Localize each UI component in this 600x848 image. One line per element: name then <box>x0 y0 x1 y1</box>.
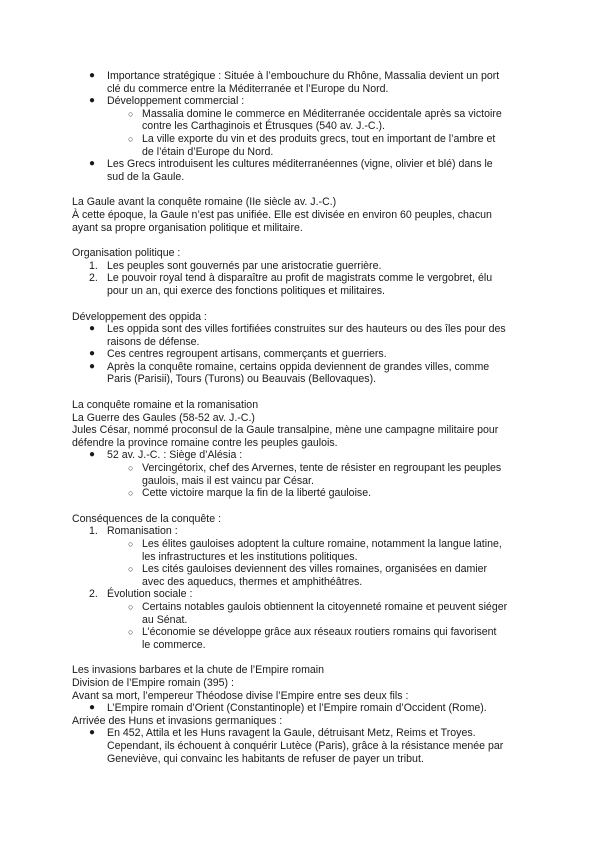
sub-list-item: ○ Les cités gauloises deviennent des villes romaines, organisées en damier avec des aqueducs, thermes et amphithéâtres. <box>128 563 488 588</box>
list-item: ● En 452, Attila et les Huns ravagent la Gaule, détruisant Metz, Reims et Troyes. Cependant, ils échouent à conquérir Lutèce (Paris), grâce à la résistance menée par Geneviève, qui convainc les habitants de refuser de payer un tribut. <box>89 727 504 765</box>
bullet-icon: ● <box>89 360 96 372</box>
list-item: ● Ces centres regroupent artisans, commerçants et guerriers. <box>89 348 387 361</box>
circle-bullet-icon: ○ <box>128 463 134 474</box>
circle-bullet-icon: ○ <box>128 627 134 638</box>
list-item: ● Les oppida sont des villes fortifiées construites sur des hauteurs ou des îles pour des raisons de défense. <box>89 323 506 348</box>
document-page <box>72 70 532 765</box>
section-heading: Les invasions barbares et la chute de l’Empire romain <box>72 664 325 677</box>
circle-bullet-icon: ○ <box>128 133 134 144</box>
oppida-list <box>72 323 532 386</box>
list-number: 2. <box>89 588 98 601</box>
list-item: ● L’Empire romain d’Orient (Constantinople) et l’Empire romain d’Occident (Rome). <box>89 702 487 715</box>
section-heading: Conséquences de la conquête : <box>72 512 222 525</box>
list-item: 2. Le pouvoir royal tend à disparaître au profit de magistrats comme le vergobret, élu pour un an, qui exerce des fonctions politiques et militaires. <box>89 272 493 297</box>
circle-bullet-icon: ○ <box>128 601 134 612</box>
sub-list-item: ○ Massalia domine le commerce en Méditerranée occidentale après sa victoire contre les Carthaginois et Étrusques (540 av. J.-C.). <box>128 107 502 133</box>
bullet-icon: ● <box>89 323 96 335</box>
sub-list-item: ○ La ville exporte du vin et des produits grecs, tout en important de l’ambre et de l’étain d’Europe du Nord. <box>128 132 496 158</box>
list-item: 1. Romanisation : <box>89 525 178 538</box>
bullet-icon: ● <box>89 702 96 714</box>
section-heading: La conquête romaine et la romanisation <box>72 399 259 412</box>
paragraph-line: Avant sa mort, l’empereur Théodose divise l’Empire entre ses deux fils : <box>72 689 409 702</box>
circle-bullet-icon: ○ <box>128 108 134 119</box>
sub-list-item: ○ Vercingétorix, chef des Arvernes, tente de résister en regroupant les peuples gaulois, mais il est vaincu par César. <box>128 462 502 487</box>
massalia-list <box>72 70 532 183</box>
bullet-icon: ● <box>89 449 96 461</box>
list-item: ● Après la conquête romaine, certains oppida deviennent de grandes villes, comme Paris (Parisii), Tours (Turons) ou Beauvais (Bellovaques). <box>89 360 490 386</box>
subsection-heading: Organisation politique : <box>72 247 181 260</box>
bullet-icon: ● <box>89 95 96 107</box>
circle-bullet-icon: ○ <box>128 564 134 575</box>
section-heading: La Gaule avant la conquête romaine (IIe siècle av. J.-C.) <box>72 196 337 209</box>
sub-list-item: ○ L’économie se développe grâce aux réseaux routiers romains qui favorisent le commerce. <box>128 626 497 651</box>
huns-list <box>72 727 532 765</box>
consequences-list <box>72 525 532 651</box>
organisation-list <box>72 260 532 298</box>
bullet-icon: ● <box>89 727 96 739</box>
list-number: 1. <box>89 259 98 272</box>
subsection-heading: La Guerre des Gaules (58-52 av. J.-C.) <box>72 411 255 424</box>
list-item: 2. Évolution sociale : <box>89 588 193 601</box>
division-list <box>72 702 532 715</box>
sub-list-item: ○ Certains notables gaulois obtiennent la citoyenneté romaine et peuvent siéger au Sénat. <box>128 600 508 626</box>
subsection-heading: Arrivée des Huns et invasions germaniques : <box>72 714 283 727</box>
paragraph-line: défendre la province romaine contre les peuples gaulois. <box>72 436 338 449</box>
list-number: 2. <box>89 272 98 285</box>
list-number: 1. <box>89 525 98 538</box>
list-item: 1. Les peuples sont gouvernés par une aristocratie guerrière. <box>89 259 382 272</box>
sub-list-item: ○ Cette victoire marque la fin de la liberté gauloise. <box>128 487 372 500</box>
paragraph-line: À cette époque, la Gaule n’est pas unifiée. Elle est divisée en environ 60 peuples, chacun <box>72 208 492 221</box>
circle-bullet-icon: ○ <box>128 539 134 549</box>
list-item: ● Importance stratégique : Située à l’embouchure du Rhône, Massalia devient un port clé du commerce entre la Méditerranée et l’Europe du Nord. <box>89 70 500 95</box>
list-item: ● 52 av. J.-C. : Siège d’Alésia : <box>89 449 243 462</box>
circle-bullet-icon: ○ <box>128 488 134 499</box>
list-item: ● Développement commercial : <box>89 95 245 108</box>
sub-list-item: ○ Les élites gauloises adoptent la culture romaine, notamment la langue latine, les infrastructures et les institutions politiques. <box>128 538 502 563</box>
list-item: ● Les Grecs introduisent les cultures méditerranéennes (vigne, olivier et blé) dans le sud de la Gaule. <box>89 158 493 183</box>
paragraph-line: Jules César, nommé proconsul de la Gaule transalpine, mène une campagne militaire pour <box>72 424 499 437</box>
bullet-icon: ● <box>89 70 96 81</box>
bullet-icon: ● <box>89 348 96 360</box>
subsection-heading: Division de l’Empire romain (395) : <box>72 676 234 689</box>
subsection-heading: Développement des oppida : <box>72 310 207 323</box>
paragraph-line: ayant sa propre organisation politique et militaire. <box>72 221 303 234</box>
alesia-list <box>72 449 532 499</box>
bullet-icon: ● <box>89 158 96 170</box>
